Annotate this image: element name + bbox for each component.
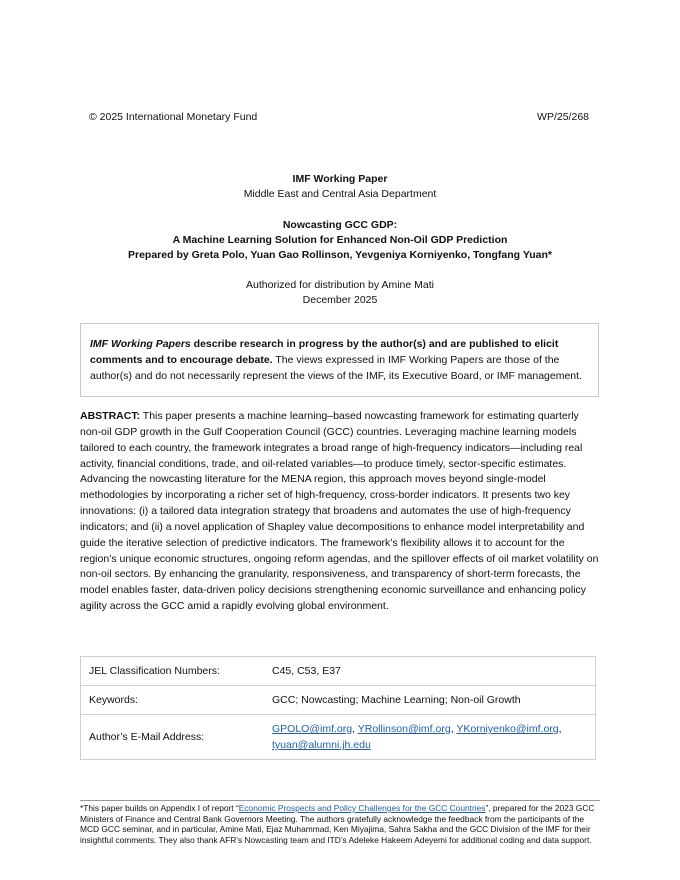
footnote: *This paper builds on Appendix I of report “Economic Prospects and Policy Challenges for the GCC Countries”, prepared for the 2023 GCC Ministers of Finance and Central Bank Governors Meeting. The authors gratefully acknowledge the feedback from the participants of the MCD GCC seminar, and in particular, Amine Mati, Ejaz Muhammad, Ken Miyajima, Sahra Sakha and the GCC Division of the IMF for their insightful comments. They also thank AFR’s Nowcasting team and ITD’s Adeleke Hakeem Adeyemi for additional coding and data support.: [80, 803, 595, 845]
report-link[interactable]: Economic Prospects and Policy Challenges for the GCC Countries: [238, 803, 486, 813]
email-link-korniyenko[interactable]: YKorniyenko@imf.org: [456, 723, 559, 735]
abstract-label: ABSTRACT:: [80, 410, 141, 422]
copyright-notice: © 2025 International Monetary Fund: [89, 111, 258, 123]
email-list: GPOLO@imf.org, YRollinson@imf.org, YKorniyenko@imf.org, tyuan@alumni.jh.edu: [264, 715, 596, 760]
jel-label: JEL Classification Numbers:: [81, 657, 265, 686]
keywords-row: [81, 686, 596, 715]
department-name: Middle East and Central Asia Department: [243, 188, 437, 200]
disclaimer-lead: describe research in progress by the author(s) and are published to elicit comments and to encourage debate.: [90, 338, 559, 366]
email-row: [81, 715, 596, 760]
email-label: Author’s E-Mail Address:: [81, 715, 265, 760]
email-link-rollinson[interactable]: YRollinson@imf.org: [357, 723, 451, 735]
working-paper-number: WP/25/268: [537, 111, 589, 123]
publication-date: December 2025: [302, 294, 378, 306]
disclaimer-body: The views expressed in IMF Working Papers are those of the author(s) and do not necessarily represent the views of the IMF, its Executive Board, or IMF management.: [90, 354, 582, 382]
author-list: Prepared by Greta Polo, Yuan Gao Rollinson, Yevgeniya Korniyenko, Tongfang Yuan*: [128, 249, 552, 261]
email-link-yuan[interactable]: tyuan@alumni.jh.edu: [272, 739, 371, 751]
authorization-line: Authorized for distribution by Amine Mati: [246, 279, 434, 291]
jel-row: [81, 657, 596, 686]
disclaimer-box: [80, 323, 599, 397]
footnote-divider: [80, 800, 600, 801]
keywords-label: Keywords:: [81, 686, 265, 715]
abstract: [80, 409, 600, 615]
series-title: IMF Working Paper: [292, 173, 388, 185]
keywords-value: GCC; Nowcasting; Machine Learning; Non-oil Growth: [264, 686, 596, 715]
paper-title-line1: Nowcasting GCC GDP:: [282, 219, 398, 231]
email-link-polo[interactable]: GPOLO@imf.org: [272, 723, 353, 735]
disclaimer-series-name: IMF Working Papers: [90, 338, 191, 350]
paper-metadata-table: [80, 656, 596, 760]
abstract-text: This paper presents a machine learning–based nowcasting framework for estimating quarterly non-oil GDP growth in the Gulf Cooperation Council (GCC) countries. Leveraging machine learning models tailored to each country, the framework integrates a broad range of high-frequency indicators—including real activity, financial conditions, trade, and oil-related variables—to produce timely, sector-specific estimates. Advancing the nowcasting literature for the MENA region, this approach moves beyond single-model methodologies by incorporating a richer set of high-frequency, cross-border indicators. It presents two key innovations: (i) a tailored data integration strategy that broadens and automates the use of high-frequency indicators; and (ii) a novel application of Shapley value decompositions to enhance model interpretability and guide the iterative selection of predictive indicators. The framework’s flexibility allows it to account for the region’s unique economic structures, ongoing reform agendas, and the spillover effects of oil market volatility on non-oil sectors. By enhancing the granularity, responsiveness, and transparency of short-term forecasts, the model enables faster, data-driven policy decisions strengthening economic surveillance and enhancing policy agility across the GCC amid a rapidly evolving global environment.: [80, 410, 599, 613]
paper-title-line2: A Machine Learning Solution for Enhanced Non-Oil GDP Prediction: [172, 234, 508, 246]
jel-value: C45, C53, E37: [264, 657, 596, 686]
